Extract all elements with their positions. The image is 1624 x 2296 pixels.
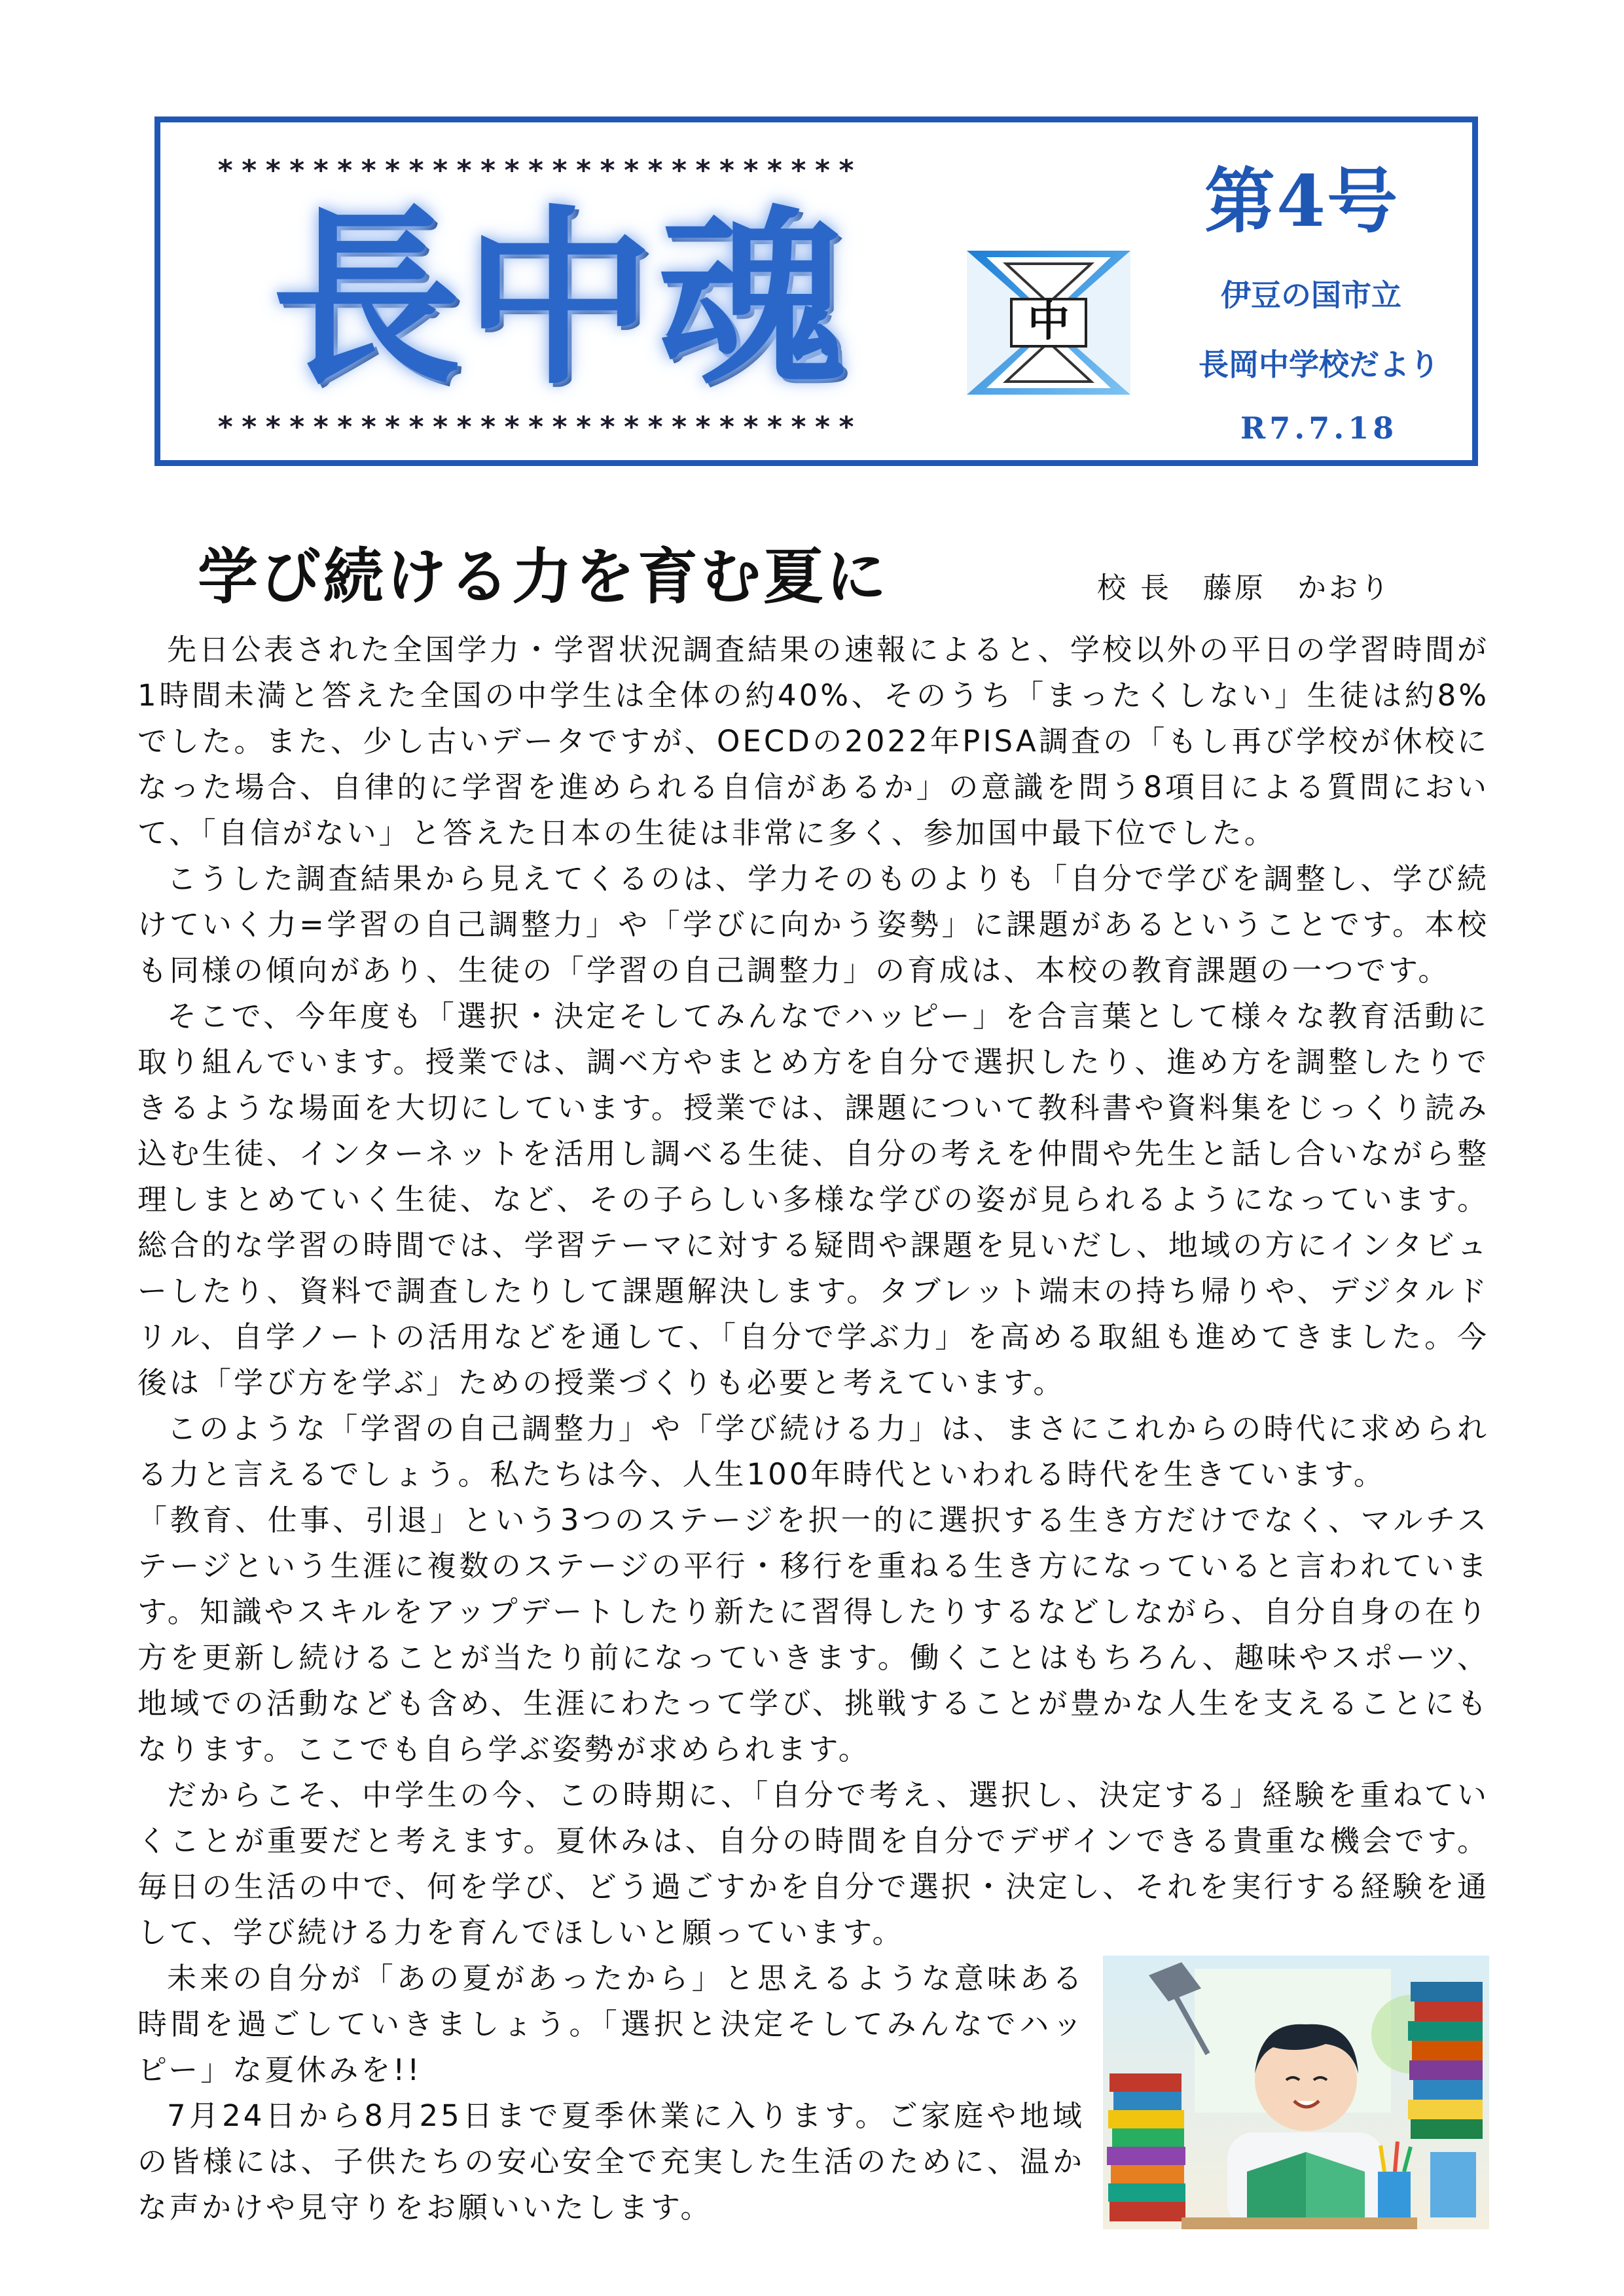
paragraph: 未来の自分が「あの夏があったから」と思えるような意味ある時間を過ごしていきましょう。「選択と決定そしてみんなでハッピー」な夏休みを!! [137,1961,1085,2087]
issue-date: R7.7.18 [1240,410,1398,446]
star-border-top: *************************** [217,154,862,187]
paragraph: だからこそ、中学生の今、この時期に、「自分で考え、選択し、決定する」経験を重ねていくことが重要だと考えます。夏休みは、自分の時間を自分でデザインできる貴重な機会です。毎日の生活の中で、何を学び、どう過ごすかを自分で選択・決定し、それを実行する経験を通して、学び続ける力を育んでほしいと願っています。 [137,1778,1489,1950]
newsletter-title: 長中魂 [272,188,849,410]
publisher-school: 長岡中学校だより [1199,347,1439,382]
publisher-city: 伊豆の国市立 [1221,278,1401,313]
paragraph: 「教育、仕事、引退」という3つのステージを択一的に選択する生き方だけでなく、マルチステージという生涯に複数のステージの平行・移行を重ねる生き方になっていると言われています。知識やスキルをアップデートしたり新たに習得したりするなどしながら、自分自身の在り方を更新し続けることが当たり前になっていきます。働くことはもちろん、趣味やスポーツ、地域での活動なども含め、生涯にわたって学び、挑戦することが豊かな人生を支えることにもなります。ここでも自ら学ぶ姿勢が求められます。 [137,1503,1489,1767]
paragraph: 7月24日から8月25日まで夏季休業に入ります。ご家庭や地域の皆様には、子供たちの安心安全で充実した生活のために、温かな声かけや見守りをお願いいたします。 [137,2098,1085,2225]
school-emblem-icon [967,251,1130,395]
illustration-icon [1103,1956,1489,2229]
star-border-bottom: *************************** [217,410,862,444]
paragraph: そこで、今年度も「選択・決定そしてみんなでハッピー」を合言葉として様々な教育活動に取り組んでいます。授業では、調べ方やまとめ方を自分で選択したり、進め方を調整したりできるような場面を大切にしています。授業では、課題について教科書や資料集をじっくり読み込む生徒、インターネットを活用し調べる生徒、自分の考えを仲間や先生と話し合いながら整理しまとめていく生徒、など、その子らしい多様な学びの姿が見られるようになっています。総合的な学習の時間では、学習テーマに対する疑問や課題を見いだし、地域の方にインタビューしたり、資料で調査したりして課題解決します。タブレット端末の持ち帰りや、デジタルドリル、自学ノートの活用などを通して、「自分で学ぶ力」を高める取組も進めてきました。今後は「学び方を学ぶ」ための授業づくりも必要と考えています。 [137,999,1489,1400]
paragraph: このような「学習の自己調整力」や「学び続ける力」は、まさにこれからの時代に求められる力と言えるでしょう。私たちは今、人生100年時代といわれる時代を生きています。 [137,1411,1489,1492]
emblem-char: 中 [1028,298,1070,346]
issue-number: 第4号 [1204,160,1399,243]
masthead [154,117,1478,466]
student-studying-illustration [1103,1956,1489,2229]
article-body [137,627,1489,2231]
article-author: 校 長 藤原 かおり [1097,571,1392,605]
article-headline: 学び続ける力を育む夏に [198,542,890,612]
paragraph: 先日公表された全国学力・学習状況調査結果の速報によると、学校以外の平日の学習時間が1時間未満と答えた全国の中学生は全体の約40%、そのうち「まったくしない」生徒は約8%でした。また、少し古いデータですが、OECDの2022年PISA調査の「もし再び学校が休校になった場合、自律的に学習を進められる自信があるか」の意識を問う8項目による質問において、「自信がない」と答えた日本の生徒は非常に多く、参加国中最下位でした。 [137,632,1489,850]
paragraph: こうした調査結果から見えてくるのは、学力そのものよりも「自分で学びを調整し、学び続けていく力=学習の自己調整力」や「学びに向かう姿勢」に課題があるということです。本校も同様の傾向があり、生徒の「学習の自己調整力」の育成は、本校の教育課題の一つです。 [137,861,1489,988]
